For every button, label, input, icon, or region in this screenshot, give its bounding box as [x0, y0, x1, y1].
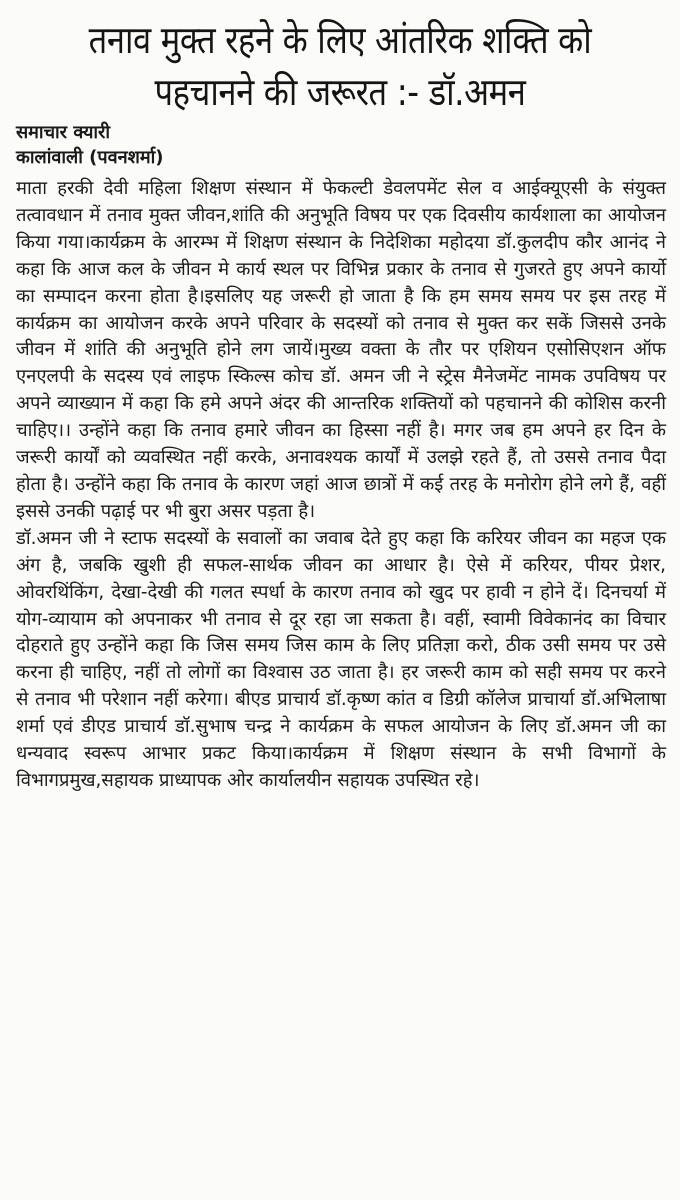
article-body — [16, 176, 666, 795]
news-source: समाचार क्यारी — [16, 122, 111, 143]
headline — [60, 14, 621, 118]
article-paragraph-1: माता हरकी देवी महिला शिक्षण संस्थान में फेकल्टी डेवलपमेंट सेल व आईक्यूएसी के संयुक्त तत्वावधान में तनाव मुक्त जीवन,शांति की अनुभूति विषय पर एक दिवसीय कार्यशाला का आयोजन किया गया।कार्यक्रम के आरम्भ में शिक्षण संस्थान के निदेशिका महोदया डॉ.कुलदीप कौर आनंद ने कहा कि आज कल के जीवन मे कार्य स्थल पर विभिन्न प्रकार के तनाव से गुजरते हुए अपने कार्यो का सम्पादन करना होता है।इसलिए यह जरूरी हो जाता है कि हम समय समय पर इस तरह में कार्यक्रम का आयोजन करके अपने परिवार के सदस्यों को तनाव से मुक्त कर सकें जिससे उनके जीवन में शांति की अनुभूति होने लग जायें।मुख्य वक्ता के तौर पर एशियन एसोसिएशन ऑफ एनएलपी के सदस्य एवं लाइफ स्किल्स कोच डॉ. अमन जी ने स्ट्रेस मैनेजमेंट नामक उपविषय पर अपने व्याख्यान में कहा कि हमे अपने अंदर की आन्तरिक शक्तियों को पहचानने की कोशिस करनी चाहिए।। उन्होंने कहा कि तनाव हमारे जीवन का हिस्सा नहीं है। मगर जब हम अपने हर दिन के जरूरी कार्यों को व्यवस्थित नहीं करके, अनावश्यक कार्यों में उलझे रहते हैं, तो उससे तनाव पैदा होता है। उन्होंने कहा कि तनाव के कारण जहां आज छात्रों में कई तरह के मनोरोग होने लगे हैं, वहीं इससे उनकी पढ़ाई पर भी बुरा असर पड़ता है। — [16, 178, 666, 522]
headline-line-2: पहचानने की जरूरत :- डॉ.अमन — [154, 70, 526, 114]
article-paragraph-2: डॉ.अमन जी ने स्टाफ सदस्यों के सवालों का जवाब देते हुए कहा कि करियर जीवन का महज एक अंग है, जबकि खुशी ही सफल-सार्थक जीवन का आधार है। ऐसे में करियर, पीयर प्रेशर, ओवरथिंकिंग, देखा-देखी की गलत स्पर्धा के कारण तनाव को खुद पर हावी न होने दें। दिनचर्या में योग-व्यायाम को अपनाकर भी तनाव से दूर रहा जा सकता है। वहीं, स्वामी विवेकानंद का विचार दोहराते हुए उन्होंने कहा कि जिस समय जिस काम के लिए प्रतिज्ञा करो, ठीक उसी समय पर उसे करना ही चाहिए, नहीं तो लोगों का विश्वास उठ जाता है। हर जरूरी काम को सही समय पर करने से तनाव भी परेशान नहीं करेगा। बीएड प्राचार्य डॉ.कृष्ण कांत व डिग्री कॉलेज प्राचार्या डॉ.अभिलाषा शर्मा एवं डीएड प्राचार्य डॉ.सुभाष चन्द्र ने कार्यक्रम के सफल आयोजन के लिए डॉ.अमन जी का धन्यवाद स्वरूप आभार प्रकट किया।कार्यक्रम में शिक्षण संस्थान के सभी विभागों के विभागप्रमुख,सहायक प्राध्यापक ओर कार्यालयीन सहायक उपस्थित रहे। — [16, 527, 666, 791]
headline-line-1: तनाव मुक्त रहने के लिए आंतरिक शक्ति को — [88, 18, 592, 62]
byline — [16, 120, 656, 170]
dateline: कालांवाली (पवनशर्मा) — [16, 147, 164, 168]
